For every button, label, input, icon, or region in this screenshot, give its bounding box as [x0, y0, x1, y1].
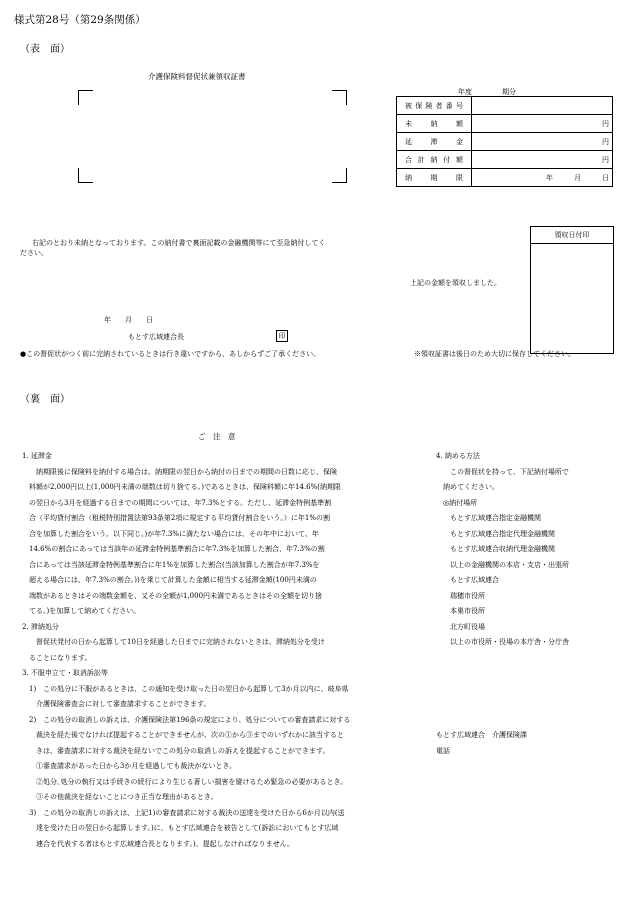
- note-line: ◎納付場所: [436, 498, 478, 507]
- note-line: 瑞穂市役所: [436, 591, 485, 600]
- receipt-keep-note: ※領収証書は後日のため大切に保存してください。: [414, 350, 575, 358]
- note-line: 14.6%の割合にあっては当該年の延滞金特例基準割合に年7.3%を加算した割合、年7.3%の割: [22, 545, 325, 553]
- receipt-stamp-box: [530, 226, 614, 354]
- address-corner-tr: [332, 90, 347, 105]
- received-text: 上記の金額を領収しました。: [410, 279, 501, 287]
- note-line: きは、審査請求に対する裁決を経ないでこの処分の取消しの訴えを提起することができます。: [22, 746, 330, 755]
- note-line: もとす広域連合収納代理金融機関: [436, 545, 555, 553]
- note-line: 3) この処分の取消しの訴えは、上記1)の審査請求に対する裁決の送達を受けた日から6か月以内(送: [22, 808, 345, 817]
- note-line: ③その他裁決を経ないことにつき正当な理由があるとき。: [22, 793, 218, 801]
- document-title: 介護保険料督促状兼領収証書: [148, 72, 246, 81]
- note-line: 納期限後に保険料を納付する場合は、納期限の翌日から納付の日までの期間の日数に応じ、保険: [22, 467, 337, 476]
- note-line: ②処分､処分の執行又は手続きの続行により生じる著しい損害を避けるため緊急の必要があるとき。: [22, 777, 348, 786]
- note-line: 合にあっては当該延滞金特例基準割合に年1%を加算した割合(当該加算した割合が年7.3%を: [22, 560, 320, 569]
- contact-phone: 電話: [436, 747, 450, 755]
- notes-title: ご 注 意: [198, 432, 236, 441]
- late-fee-label: 延滞金: [397, 133, 472, 151]
- table-row: [397, 151, 613, 169]
- note-line: ①審査請求があった日から3か月を経過しても裁決がないとき。: [22, 762, 237, 770]
- address-corner-bl: [78, 168, 93, 183]
- period-label: 期分: [502, 88, 516, 96]
- late-fee-value: 円: [472, 133, 613, 151]
- address-corner-tl: [78, 90, 93, 105]
- note-line: もとす広域連合指定代理金融機関: [436, 529, 555, 538]
- note-line: 1. 延滞金: [22, 452, 52, 460]
- issuer-name: もとす広域連合長: [128, 333, 184, 341]
- front-side-label: （表 面）: [20, 44, 70, 55]
- note-line: 本巣市役所: [436, 607, 485, 615]
- note-line: てる。)を加算して納めてください。: [22, 607, 141, 615]
- note-line: 超える場合には、年7.3%の割合。))を乗じて計算した金額に相当する延滞金額(100円未満の: [22, 576, 317, 584]
- note-line: この督促状を持って、下記納付場所で: [436, 467, 569, 476]
- note-line: 裁決を経た後でなければ提起することができませんが、次の①から③までのいずれかに該当すると: [22, 731, 344, 739]
- fiscal-year-label: 年度: [458, 88, 472, 96]
- note-line: 1) この処分に不服があるときは、この通知を受け取った日の翌日から起算して3か月以内に、岐阜県: [22, 684, 349, 693]
- note-line: 達を受けた日の翌日から起算します。)に、もとす広域連合を被告として(訴訟においてもとす広域: [22, 824, 339, 832]
- note-line: 督促状発付の日から起算して10日を経過した日までに完納されないときは、滞納処分を受け: [22, 638, 325, 646]
- unpaid-amount-label: 未納額: [397, 115, 472, 133]
- note-line: の翌日から3月を経過する日までの期間については、年7.3%とする。ただし、延滞金特例基準割: [22, 498, 332, 507]
- note-line: 3. 不服申立て・取消訴訟等: [22, 669, 108, 677]
- insured-number-value: [472, 97, 613, 115]
- note-line: 納めてください。: [436, 483, 499, 491]
- table-row: [397, 133, 613, 151]
- note-line: 2. 滞納処分: [22, 622, 59, 631]
- table-row: [397, 97, 613, 115]
- address-corner-br: [332, 168, 347, 183]
- note-line: 介護保険審査会に対して審査請求することができます。: [22, 700, 211, 708]
- contact-organization: もとす広域連合 介護保険課: [436, 731, 527, 739]
- note-line: ることになります。: [22, 653, 92, 662]
- total-amount-value: 円: [472, 151, 613, 169]
- insured-number-label: 被保険者番号: [397, 97, 472, 115]
- note-line: 料額が2,000円以上(1,000円未満の端数は切り捨てる。)であるときは、保険料額に年14.6%(納期限: [22, 483, 342, 491]
- advance-payment-note: ●この督促状がつく前に完納されているときは行き違いですから、あしからずご了承ください。: [20, 350, 321, 358]
- stamp-label: 領収日付印: [531, 227, 613, 244]
- note-line: 合（平均貸付割合（租税特別措置法第93条第2項に規定する平均貸付割合をいう。）に年1%の割: [22, 514, 330, 522]
- table-row: [397, 169, 613, 187]
- notice-line: 右記のとおり未納となっております。この納付書で裏面記載の金融機関等にて至急納付してく: [32, 239, 326, 247]
- notes-right-column: [436, 449, 626, 651]
- total-amount-label: 合計納付額: [397, 151, 472, 169]
- table-row: [397, 115, 613, 133]
- note-line: 北方町役場: [436, 622, 485, 631]
- notice-line: ださい。: [20, 249, 48, 257]
- note-line: 端数があるときはその端数金額を、又その全額が1,000円未満であるときはその全額を切り捨: [22, 591, 323, 600]
- note-line: 2) この処分の取消しの訴えは、介護保険法第196条の規定により、処分についての審査請求に対する: [22, 715, 351, 724]
- note-line: もとす広域連合指定金融機関: [436, 514, 541, 522]
- due-date-label: 納期限: [397, 169, 472, 187]
- back-side-label: （裏 面）: [20, 394, 70, 405]
- note-line: 以上の金融機関の本店・支店・出張所: [436, 560, 569, 569]
- note-line: 以上の市役所・役場の本庁舎・分庁舎: [436, 638, 569, 646]
- seal-mark: 印: [276, 330, 288, 342]
- note-line: もとす広域連合: [436, 576, 499, 584]
- notice-text: [20, 238, 400, 258]
- note-line: 4. 納める方法: [436, 452, 480, 460]
- unpaid-amount-value: 円: [472, 115, 613, 133]
- note-line: 連合を代表する者はもとす広域連合長となります。)、提起しなければなりません。: [22, 839, 295, 848]
- notes-left-column: [22, 449, 422, 852]
- payment-info-table: [396, 96, 613, 187]
- form-number: 様式第28号（第29条関係）: [14, 14, 146, 26]
- due-date-value: 年 月 日: [472, 169, 613, 187]
- note-line: 合を加算した割合をいう。以下同じ。)が年7.3%に満たない場合には、その年中において、年: [22, 529, 319, 538]
- issue-date: 年 月 日: [104, 316, 153, 324]
